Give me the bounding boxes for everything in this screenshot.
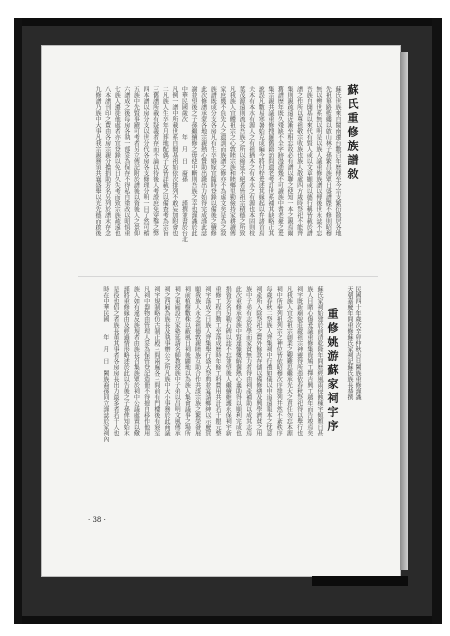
- lower-column-17: 祠宇規制略仿古制正殿三間兩廡各三間前有門樓後有寢室: [152, 286, 160, 436]
- upper-column-23: 六譜成之後每房各執一部妥為保存不得私自塗改以昭慎重: [122, 86, 130, 236]
- upper-column-16: 謝並望後之子孫繼續修之毋使中斷則吾族之幸也謹識於此: [190, 86, 197, 236]
- upper-column-22: 五族中先賢事蹟可考者另立傳記附於譜後以資後人之景仰: [132, 86, 140, 236]
- upper-column-5: 譜之作所以尊祖敬宗收族也族人散處四方歲時祭祀不能齊: [295, 86, 303, 236]
- upper-column-17: 中華民國歲次 年 月 日 裔孫 謹撰並書於台北: [180, 86, 188, 242]
- document-page: [42, 46, 400, 576]
- upper-column-25: 八本譜刊印之費由各房宗親分擔捐助芳名另列於譜末存念: [103, 86, 111, 236]
- lower-column-4: 凡我族人宜念祖宗創業之艱難思繼承光大之責任勿忘本源: [285, 286, 293, 436]
- upper-section-title: 蘇氏重修族譜敘: [346, 84, 359, 182]
- upper-column-1: 蘇氏世族來自閩南遷台數百年歷傳至今宗支繁衍散居各地: [334, 86, 341, 236]
- upper-column-7: 舊譜歷年既久殘缺不全字跡漫漶幾不可讀族中耆老憂之爰: [276, 86, 284, 236]
- page-number: · 38 ·: [88, 516, 106, 524]
- upper-column-21: 四本譜以房分支以世分代各房各支條理分明一目了然可稽: [142, 86, 149, 236]
- upper-column-10: 夫木有本水有源人之有祖猶木之有本水之有源也本固則枝: [247, 86, 255, 236]
- upper-column-11: 葉茂源遠則流長吾族之所以綿延不絕者皆祖宗積德之所致: [238, 86, 245, 236]
- lower-byline-2: 民國四十年歲次辛卯仲秋吉旦闔族重修謹識: [354, 286, 361, 400]
- lower-byline-1: 天朝嘉慶年間重修蘇氏家祠記蘇氏族長恭撰: [346, 286, 353, 400]
- upper-column-2: 先祖篳路藍縷以啟山林子孫繁昌族眾日盛譜牒不修則昭穆: [324, 86, 332, 236]
- upper-column-3: 無以辨世系無以明是以族人議重修族譜以傳後世永誌不忘: [314, 86, 322, 236]
- lower-column-22: 時在中華民國 年 月 日 闔族裔孫同立謹誌於家祠內: [101, 286, 109, 442]
- scanner-edge-left: [14, 18, 22, 624]
- lower-column-10: 捐資芳名另勒石碑以誌不忘並望後人繼續維護永保祠宇新: [224, 286, 232, 436]
- lower-column-20: 謹將重修緣由及經過情形略述於此以告後之子孫俾知始末: [122, 286, 130, 436]
- lower-column-21: 是役也倡之者族長董其事者各房房長出力最多者若干人也: [112, 286, 119, 436]
- upper-column-4: 吾族自開基以來代有賢人或以文章顯或以德行稱皆載於譜: [305, 86, 313, 236]
- lower-column-8: 族中子弟有志於學而家貧無力者得由祠產補助以成其志焉: [244, 286, 252, 436]
- lower-column-13: 願我族人永念祖德敦親睦族互助合作共謀宗族之繁榮發展: [193, 286, 201, 436]
- upper-column-26: 九修譜乃族中大事凡我宗親務須共襄盛舉以光先德而啟後: [94, 86, 101, 236]
- lower-column-5: 祠中所奉列祖列宗之神位皆依昭穆次序排列井然不紊秩序: [275, 286, 283, 436]
- scanner-edge-bottom: [14, 616, 442, 624]
- lower-column-9: 此次重修承蒙族中賢達慷慨解囊熱心襄助得以順利完成也: [234, 286, 242, 436]
- upper-column-14: 族譜既成分支各房凡有生卒婚嫁宜隨時登錄以備後之續修: [209, 86, 217, 236]
- scanner-edge-top: [14, 18, 442, 26]
- upper-column-9: 訛誤凡數易寒暑始克成編今將付梓爰述其緣起以弁諸首焉: [257, 86, 265, 236]
- upper-column-18: 凡例一譜中所載世系自開基祖始依次排列不敢妄加附會也: [170, 86, 178, 236]
- lower-column-3: 祠宇既新廟貌莊嚴祖宗神靈得所憑依春秋祭祀得以舉行也: [295, 286, 303, 436]
- scanner-edge-right: [432, 18, 442, 624]
- lower-column-16: 祠之西廂為族長及執事辦公之所凡族中大小事務於此商議: [163, 286, 170, 436]
- lower-column-2: 族人目睹心傷爰議重修集資鳩工擇吉興工越年而告竣焉矣: [305, 286, 313, 436]
- upper-column-6: 集則親疏遠近漸至相忘故必有譜以聯之使知一本之親焉爾: [286, 86, 293, 236]
- upper-column-15: 此次修譜承蒙各地宗親熱心贊助出錢出力始得完成謹此誌: [199, 86, 207, 236]
- lower-column-7: 祠產所入除祭祀之費外餘款存儲以備修繕及興學濟貧之用: [254, 286, 262, 436]
- lower-column-15: 祠之東廂設立家塾延請名師教授族中子弟以昌明文風傳承: [173, 286, 181, 436]
- lower-column-11: 重修工程自動工至落成歷時年餘工料費用共計若干銀元整: [214, 286, 221, 436]
- lower-column-6: 每歲春秋二祭族人齊集祠中行禮如儀以申追遠報本之忱意: [265, 286, 272, 436]
- upper-column-19: 二凡族人生卒年月葬地配偶子女皆詳載之以備查考為宗旨: [161, 86, 169, 236]
- lower-column-19: 族人如有違反族規者由族長召集族眾於祠中公議處置以儆: [132, 286, 140, 436]
- lower-column-14: 祠前植樹數株以蔽風日祠後闢地以為族人集會議事之場所: [183, 286, 191, 436]
- upper-column-13: 家庶幾不負先人之遺訓而族譜之修亦不為虛文矣是為之敘: [218, 86, 226, 236]
- upper-column-12: 凡我族人宜體祖宗之心敦睦宗族和睦鄉里勤儉持家耕讀傳: [228, 86, 236, 236]
- lower-column-1: 蘇氏家祠始建於前清乾隆年間歷經風雨侵蝕棟宇傾頹日甚: [316, 286, 323, 436]
- upper-column-8: 集宗親共議重修搜羅舊籍訪問遺老考訂世系補其缺略正其: [266, 86, 274, 236]
- upper-column-20: 三舊譜所載有疑義者存而不論以待後人考證庶免穿鑿之弊: [151, 86, 159, 236]
- upper-column-24: 七族人遷徙他處者亦宜登錄以免日久失考而致宗族疏遠也: [113, 86, 121, 236]
- section-divider: [78, 276, 378, 277]
- page-edge-shadow: [400, 52, 408, 570]
- lower-column-12: 祠宇落成之日族人齊集舉行盛大祭典並宴請鄉紳以示慶賀: [203, 286, 211, 436]
- lower-column-18: 凡祠中器物由管理人妥為保管登記造冊不得擅自移作他用: [142, 286, 150, 436]
- page-bottom-shadow: [312, 576, 408, 586]
- lower-section-title: 重修姚游蘇家祠宇序: [326, 308, 339, 434]
